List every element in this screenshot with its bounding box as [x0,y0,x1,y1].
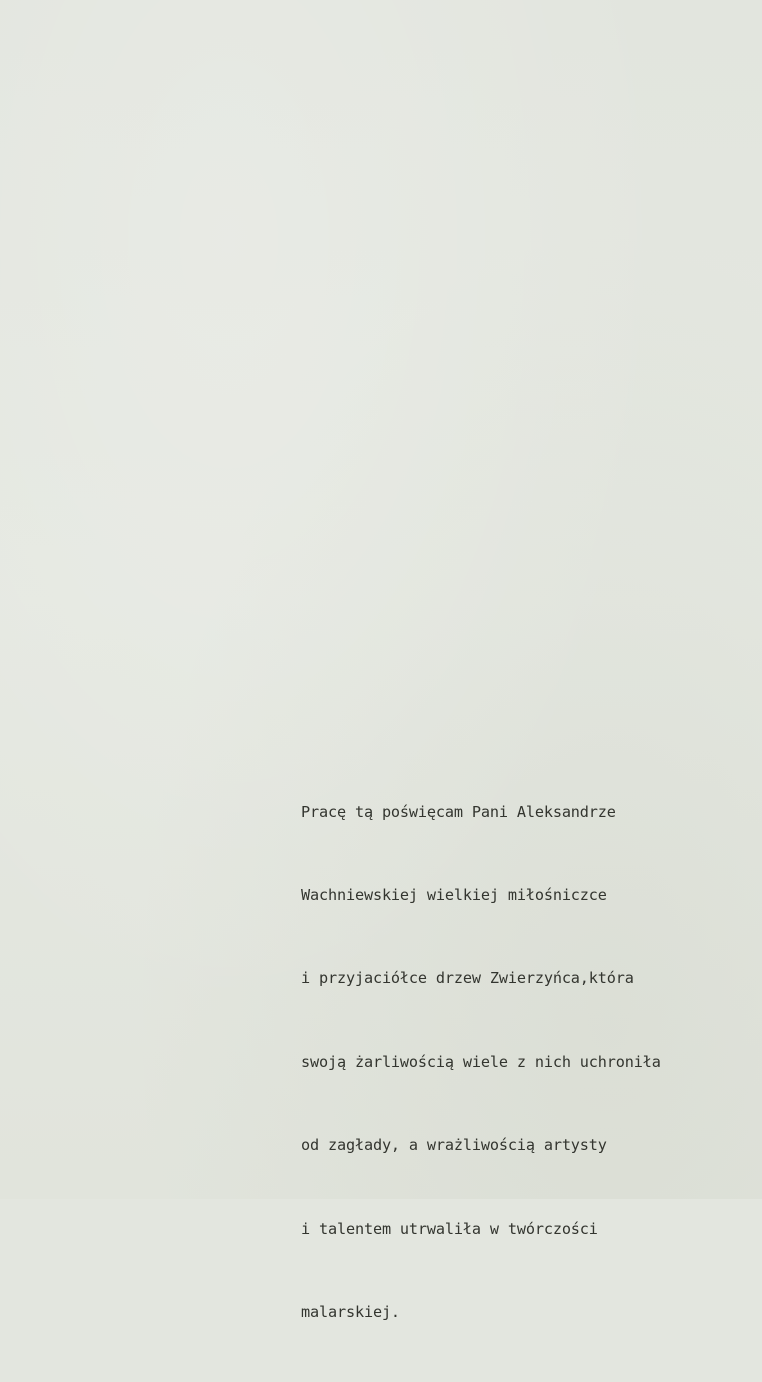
dedication-line-6: i talentem utrwaliła w twórczości [301,1219,598,1238]
dedication-line-5: od zagłady, a wrażliwością artysty [301,1136,607,1155]
dedication-line-4: swoją żarliwością wiele z nich uchroniła [301,1052,661,1071]
dedication-line-2: Wachniewskiej wielkiej miłośniczce [301,885,607,904]
dedication-text [301,743,741,1382]
dedication-line-1: Pracę tą poświęcam Pani Aleksandrze [301,802,616,821]
dedication-line-7: malarskiej. [301,1302,400,1321]
dedication-line-3: i przyjaciółce drzew Zwierzyńca,która [301,969,634,988]
